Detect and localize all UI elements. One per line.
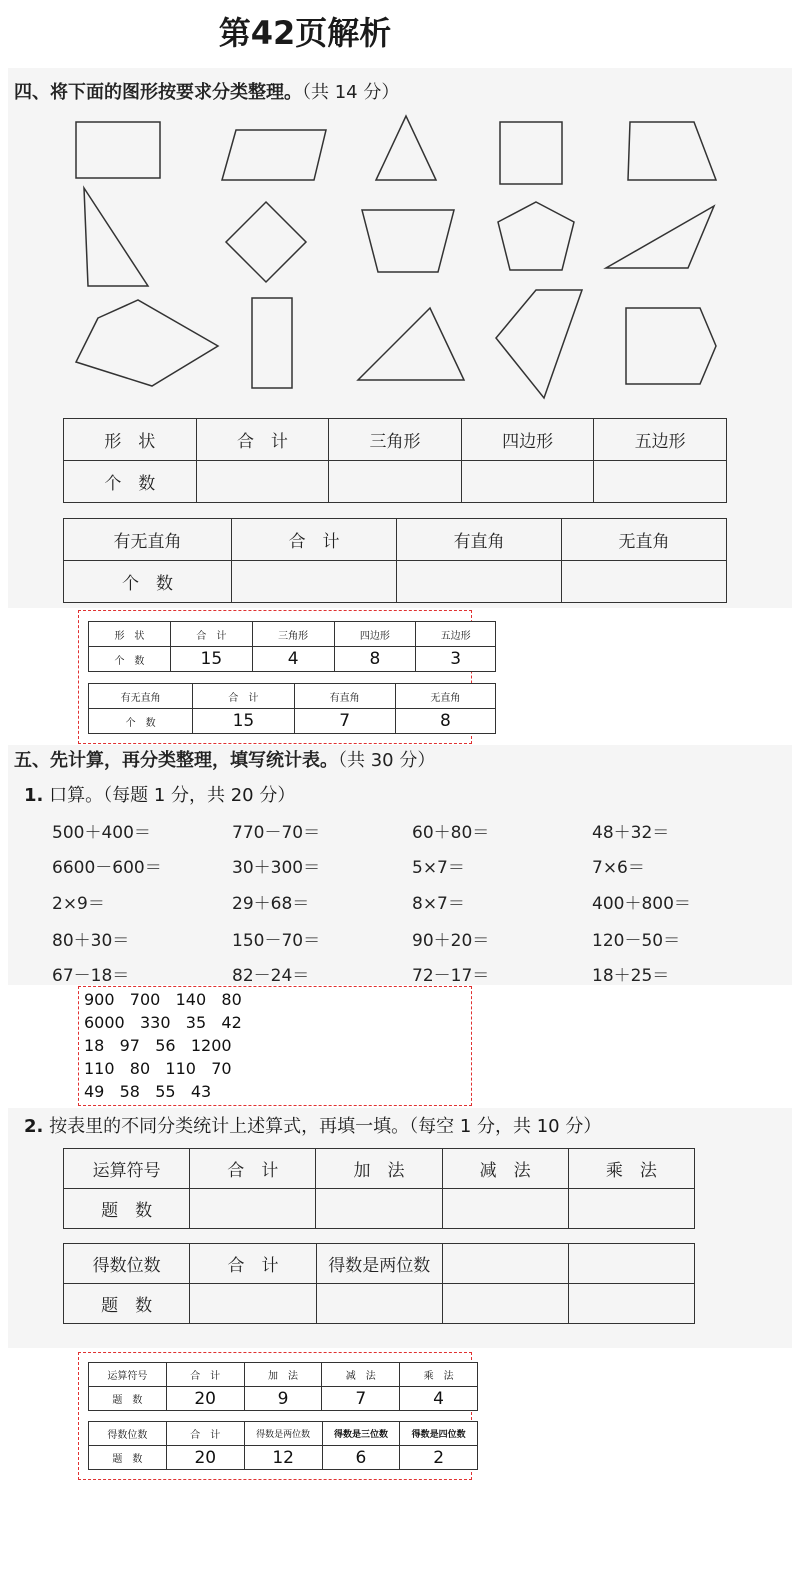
answer-value: 20 xyxy=(166,1446,244,1470)
answer-value: 7 xyxy=(294,709,395,734)
equation: 8×7＝ xyxy=(412,894,465,914)
question-1-number: 1. xyxy=(24,785,44,806)
answer-header: 合 计 xyxy=(166,1422,244,1446)
answer-header: 合 计 xyxy=(166,1363,244,1387)
section5-heading xyxy=(14,746,435,772)
answer-header: 乘 法 xyxy=(400,1363,478,1387)
section4-heading-text: 四、将下面的图形按要求分类整理。 xyxy=(14,82,302,103)
shape-trapezoid-1 xyxy=(628,122,716,180)
table-header: 形 状 xyxy=(64,419,197,461)
equation: 29＋68＝ xyxy=(232,894,310,914)
row-label: 题 数 xyxy=(64,1284,190,1324)
table-header: 四边形 xyxy=(461,419,594,461)
blank-cell[interactable] xyxy=(461,461,594,503)
shape-square xyxy=(500,122,562,184)
shape-triangle-2 xyxy=(358,308,464,380)
equation: 6600－600＝ xyxy=(52,858,162,878)
page-title: 第42页解析 xyxy=(218,14,392,52)
table-header: 有直角 xyxy=(397,519,562,561)
table-header: 减 法 xyxy=(442,1149,568,1189)
answer-header: 加 法 xyxy=(244,1363,322,1387)
shape-kite xyxy=(496,290,582,398)
answer-value: 3 xyxy=(416,647,496,672)
answer-value: 4 xyxy=(252,647,334,672)
answer-header: 减 法 xyxy=(322,1363,400,1387)
equation: 67－18＝ xyxy=(52,966,130,986)
blank-cell[interactable] xyxy=(442,1284,568,1324)
question-2-number: 2. xyxy=(24,1116,44,1137)
equation: 2×9＝ xyxy=(52,894,105,914)
answer-table-right-angle xyxy=(88,683,496,734)
shape-count-table xyxy=(63,418,727,503)
answer-value: 9 xyxy=(244,1387,322,1411)
equation: 60＋80＝ xyxy=(412,823,490,843)
answer-header: 运算符号 xyxy=(89,1363,167,1387)
row-label: 个 数 xyxy=(64,561,232,603)
equation: 150－70＝ xyxy=(232,931,321,951)
answer-line: 6000 330 35 42 xyxy=(84,1013,242,1032)
answer-value: 8 xyxy=(334,647,416,672)
blank-cell[interactable] xyxy=(568,1284,694,1324)
shape-rectangle xyxy=(76,122,160,178)
answer-row-label: 题 数 xyxy=(89,1387,167,1411)
table-header: 运算符号 xyxy=(64,1149,190,1189)
equation: 7×6＝ xyxy=(592,858,645,878)
table-header: 五边形 xyxy=(594,419,727,461)
question-2-text: 按表里的不同分类统计上述算式，再填一填。（每空 1 分，共 10 分） xyxy=(49,1116,602,1137)
blank-cell[interactable] xyxy=(568,1189,694,1229)
blank-cell[interactable] xyxy=(232,561,397,603)
equation: 82－24＝ xyxy=(232,966,310,986)
equation: 770－70＝ xyxy=(232,823,321,843)
answer-line: 110 80 110 70 xyxy=(84,1059,232,1078)
blank-header[interactable] xyxy=(568,1244,694,1284)
blank-cell[interactable] xyxy=(397,561,562,603)
blank-header[interactable] xyxy=(442,1244,568,1284)
equation: 400＋800＝ xyxy=(592,894,691,914)
shape-pentagon-1 xyxy=(498,202,574,270)
shapes-figure xyxy=(0,100,800,400)
answer-value: 8 xyxy=(395,709,495,734)
equation: 72－17＝ xyxy=(412,966,490,986)
answer-value: 7 xyxy=(322,1387,400,1411)
shape-right-triangle xyxy=(84,188,148,286)
answer-value: 4 xyxy=(400,1387,478,1411)
answer-row-label: 个 数 xyxy=(89,647,171,672)
answer-line: 18 97 56 1200 xyxy=(84,1036,232,1055)
blank-cell[interactable] xyxy=(190,1189,316,1229)
shape-parallelogram xyxy=(222,130,326,180)
answer-header: 四边形 xyxy=(334,622,416,647)
blank-cell[interactable] xyxy=(316,1284,442,1324)
digits-table xyxy=(63,1243,695,1324)
answer-value: 2 xyxy=(400,1446,478,1470)
row-label: 个 数 xyxy=(64,461,197,503)
answer-line: 49 58 55 43 xyxy=(84,1082,212,1101)
answer-value: 15 xyxy=(193,709,294,734)
equation: 30＋300＝ xyxy=(232,858,321,878)
answer-header: 得数是三位数 xyxy=(322,1422,400,1446)
answer-header: 有直角 xyxy=(294,684,395,709)
table-header: 合 计 xyxy=(196,419,329,461)
table-header: 得数是两位数 xyxy=(316,1244,442,1284)
answer-header: 无直角 xyxy=(395,684,495,709)
operation-table xyxy=(63,1148,695,1229)
table-header: 合 计 xyxy=(232,519,397,561)
answer-value: 6 xyxy=(322,1446,400,1470)
answer-header: 形 状 xyxy=(89,622,171,647)
table-header: 加 法 xyxy=(316,1149,442,1189)
answer-header: 得数是两位数 xyxy=(244,1422,322,1446)
blank-cell[interactable] xyxy=(190,1284,316,1324)
table-header: 得数位数 xyxy=(64,1244,190,1284)
answer-row-label: 个 数 xyxy=(89,709,193,734)
question-1-text: 口算。（每题 1 分，共 20 分） xyxy=(49,785,296,806)
equation: 18＋25＝ xyxy=(592,966,670,986)
shape-thin-rectangle xyxy=(252,298,292,388)
question-2 xyxy=(24,1112,601,1138)
blank-cell[interactable] xyxy=(594,461,727,503)
shape-obtuse-triangle xyxy=(606,206,714,268)
answer-line: 900 700 140 80 xyxy=(84,990,242,1009)
answer-header: 五边形 xyxy=(416,622,496,647)
blank-cell[interactable] xyxy=(329,461,462,503)
row-label: 题 数 xyxy=(64,1189,190,1229)
equation: 120－50＝ xyxy=(592,931,681,951)
blank-cell[interactable] xyxy=(196,461,329,503)
section5-heading-text: 五、先计算，再分类整理，填写统计表。 xyxy=(14,750,338,771)
equation: 48＋32＝ xyxy=(592,823,670,843)
answer-table-digits xyxy=(88,1421,478,1470)
shape-rhombus xyxy=(226,202,306,282)
table-header: 合 计 xyxy=(190,1244,316,1284)
answer-table-shapes xyxy=(88,621,496,672)
blank-cell[interactable] xyxy=(562,561,727,603)
answer-value: 20 xyxy=(166,1387,244,1411)
answer-header: 有无直角 xyxy=(89,684,193,709)
blank-cell[interactable] xyxy=(442,1189,568,1229)
right-angle-table xyxy=(63,518,727,603)
shape-pentagon-3 xyxy=(626,308,716,384)
answer-value: 12 xyxy=(244,1446,322,1470)
shape-pentagon-2 xyxy=(76,300,218,386)
shape-trapezoid-2 xyxy=(362,210,454,272)
equation: 5×7＝ xyxy=(412,858,465,878)
answer-table-operations xyxy=(88,1362,478,1411)
section4-points: （共 14 分） xyxy=(302,82,400,103)
shape-triangle-1 xyxy=(376,116,436,180)
equation: 500＋400＝ xyxy=(52,823,151,843)
table-header: 无直角 xyxy=(562,519,727,561)
answer-header: 合 计 xyxy=(193,684,294,709)
question-1 xyxy=(24,781,295,807)
table-header: 合 计 xyxy=(190,1149,316,1189)
answer-value: 15 xyxy=(170,647,252,672)
answer-header: 合 计 xyxy=(170,622,252,647)
table-header: 乘 法 xyxy=(568,1149,694,1189)
table-header: 三角形 xyxy=(329,419,462,461)
equation: 90＋20＝ xyxy=(412,931,490,951)
equation: 80＋30＝ xyxy=(52,931,130,951)
blank-cell[interactable] xyxy=(316,1189,442,1229)
section5-points: （共 30 分） xyxy=(338,750,436,771)
answer-header: 三角形 xyxy=(252,622,334,647)
answer-header: 得数位数 xyxy=(89,1422,167,1446)
answer-header: 得数是四位数 xyxy=(400,1422,478,1446)
answer-row-label: 题 数 xyxy=(89,1446,167,1470)
table-header: 有无直角 xyxy=(64,519,232,561)
